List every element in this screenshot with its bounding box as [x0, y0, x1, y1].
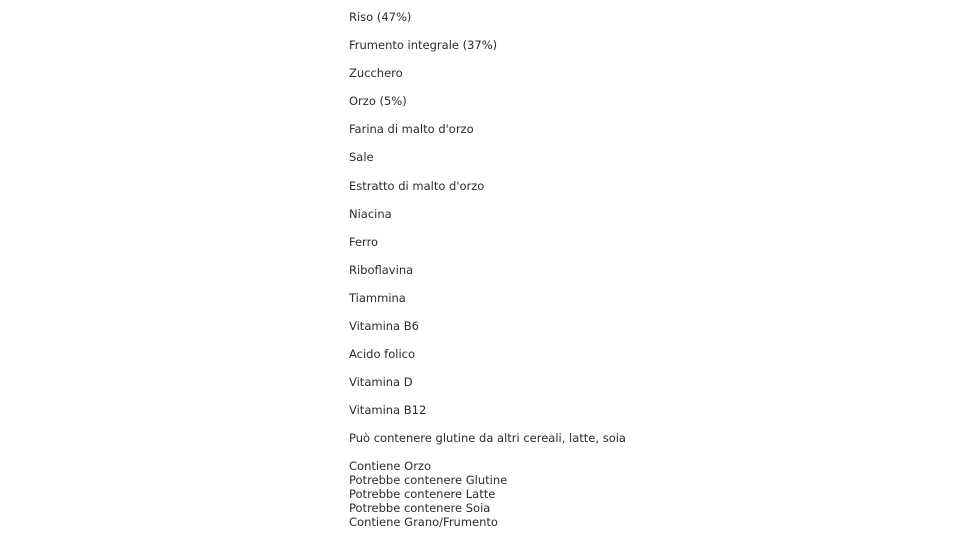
ingredient-item: Può contenere glutine da altri cereali, latte, soia: [349, 431, 626, 446]
ingredient-item: Frumento integrale (37%): [349, 38, 498, 53]
allergen-item: Contiene Grano/Frumento: [349, 515, 498, 529]
ingredient-item: Estratto di malto d'orzo: [349, 178, 485, 193]
ingredient-item: Tiammina: [349, 290, 406, 305]
ingredient-item: Sale: [349, 150, 374, 165]
ingredient-item: Vitamina B6: [349, 319, 419, 334]
ingredient-item: Vitamina D: [349, 375, 413, 390]
ingredient-item: Zucchero: [349, 66, 403, 81]
ingredient-item: Ferro: [349, 234, 379, 249]
allergen-item: Potrebbe contenere Soia: [349, 501, 491, 515]
ingredient-item: Riboflavina: [349, 262, 414, 277]
ingredient-item: Farina di malto d'orzo: [349, 122, 474, 137]
allergen-item: Contiene Orzo: [349, 459, 432, 473]
allergens-list: [349, 459, 507, 529]
ingredient-item: Acido folico: [349, 347, 416, 362]
ingredient-item: Niacina: [349, 206, 392, 221]
ingredients-list: [349, 9, 909, 459]
allergen-item: Potrebbe contenere Latte: [349, 487, 496, 501]
ingredient-item: Orzo (5%): [349, 94, 407, 109]
ingredient-item: Vitamina B12: [349, 403, 427, 418]
ingredient-item: Riso (47%): [349, 10, 412, 24]
allergen-item: Potrebbe contenere Glutine: [349, 473, 508, 487]
